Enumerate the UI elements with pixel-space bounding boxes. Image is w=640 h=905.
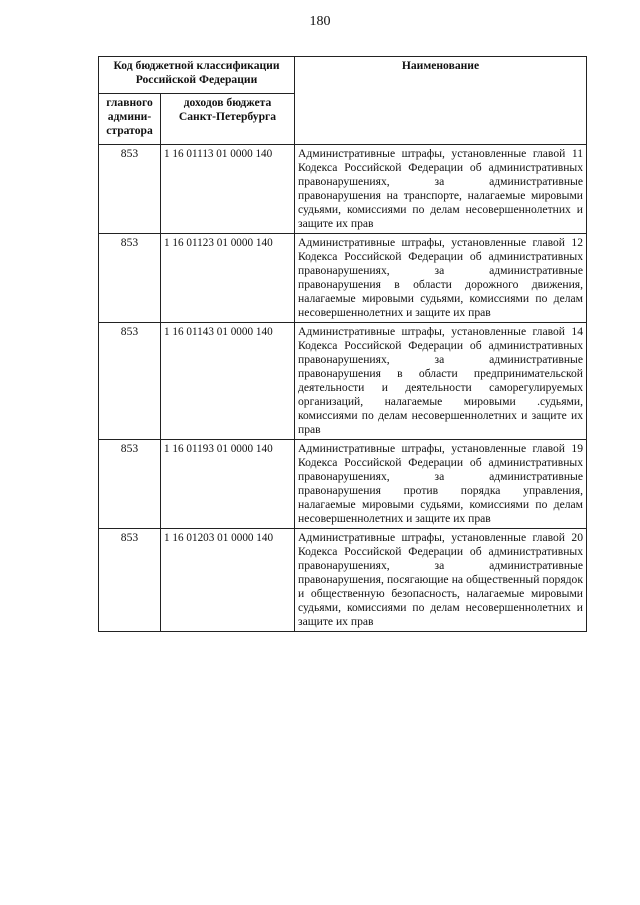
name-cell: Административные штрафы, установленные главой 19 Кодекса Российской Федерации об административных правонарушениях, за административные правонарушения против порядка управления, налагаемые мировыми судьями, комиссиями по делам несовершеннолетних и защите их прав <box>295 440 587 529</box>
name-cell: Административные штрафы, установленные главой 14 Кодекса Российской Федерации об административных правонарушениях, за административные правонарушения в области предпринимательской деятельности и деятельности саморегулируемых организаций, налагаемые мировыми .судьями, комиссиями по делам несовершеннолетних и защите их прав <box>295 323 587 440</box>
name-cell: Административные штрафы, установленные главой 12 Кодекса Российской Федерации об административных правонарушениях, за административные правонарушения в области дорожного движения, налагаемые мировыми судьями, комиссиями по делам несовершеннолетних и защите их прав <box>295 234 587 323</box>
admin-code-cell: 853 <box>99 145 161 234</box>
header-income: доходов бюджета Санкт-Петербурга <box>161 94 295 145</box>
table-row <box>99 440 587 529</box>
table-header-row <box>99 57 587 94</box>
table-row <box>99 145 587 234</box>
admin-code-cell: 853 <box>99 234 161 323</box>
admin-code-cell: 853 <box>99 529 161 632</box>
income-code-cell: 1 16 01123 01 0000 140 <box>161 234 295 323</box>
table-row <box>99 234 587 323</box>
header-admin: главного админи-стратора <box>99 94 161 145</box>
income-code-cell: 1 16 01193 01 0000 140 <box>161 440 295 529</box>
income-code-cell: 1 16 01203 01 0000 140 <box>161 529 295 632</box>
page-number: 180 <box>309 14 331 29</box>
header-code-group: Код бюджетной классификации Российской Федерации <box>99 57 295 94</box>
budget-classification-table <box>98 56 587 632</box>
name-cell: Административные штрафы, установленные главой 11 Кодекса Российской Федерации об административных правонарушениях, за административные правонарушения на транспорте, налагаемые мировыми судьями, комиссиями по делам несовершеннолетних и защите их прав <box>295 145 587 234</box>
admin-code-cell: 853 <box>99 440 161 529</box>
income-code-cell: 1 16 01113 01 0000 140 <box>161 145 295 234</box>
name-cell: Административные штрафы, установленные главой 20 Кодекса Российской Федерации об административных правонарушениях, за административные правонарушения, посягающие на общественный порядок и общественную безопасность, налагаемые мировыми судьями, комиссиями по делам несовершеннолетних и защите их прав <box>295 529 587 632</box>
table-row <box>99 323 587 440</box>
header-name: Наименование <box>295 57 587 145</box>
admin-code-cell: 853 <box>99 323 161 440</box>
income-code-cell: 1 16 01143 01 0000 140 <box>161 323 295 440</box>
table-row <box>99 529 587 632</box>
